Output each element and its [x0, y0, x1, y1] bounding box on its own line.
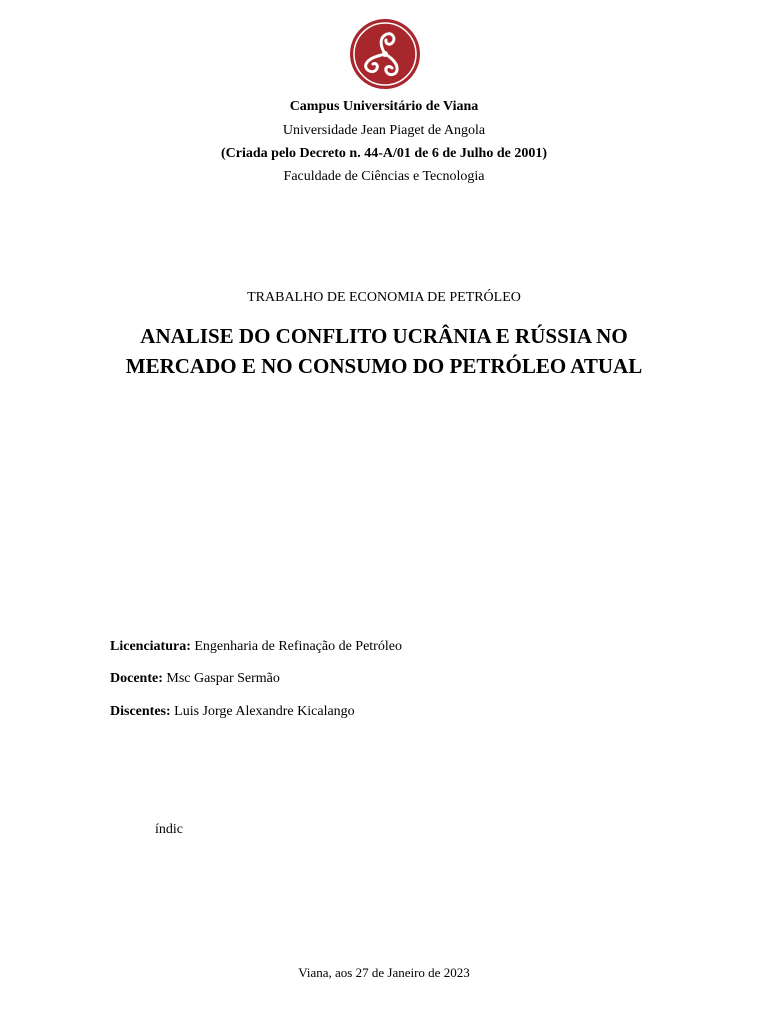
discentes-value: Luis Jorge Alexandre Kicalango	[174, 704, 355, 719]
discentes-label: Discentes:	[110, 704, 171, 719]
licenciatura-label: Licenciatura:	[110, 639, 191, 654]
triskelion-logo-icon	[348, 17, 422, 91]
university-name: Universidade Jean Piaget de Angola	[282, 123, 486, 138]
footer-date: Viana, aos 27 de Janeiro de 2023	[298, 965, 470, 980]
discentes-field	[110, 704, 355, 720]
docente-field	[110, 671, 280, 687]
licenciatura-value: Engenharia de Refinação de Petróleo	[194, 639, 402, 654]
stray-text: índic	[155, 822, 183, 837]
campus-name: Campus Universitário de Viana	[289, 99, 479, 114]
course-title: TRABALHO DE ECONOMIA DE PETRÓLEO	[247, 290, 521, 305]
document-title	[0, 321, 768, 381]
decree-text: (Criada pelo Decreto n. 44-A/01 de 6 de Julho de 2001)	[221, 146, 547, 161]
docente-label: Docente:	[110, 671, 163, 686]
faculty-name: Faculdade de Ciências e Tecnologia	[283, 169, 485, 184]
licenciatura-field	[110, 639, 402, 655]
docente-value: Msc Gaspar Sermão	[166, 671, 280, 686]
title-line-1: ANALISE DO CONFLITO UCRÂNIA E RÚSSIA NO	[140, 324, 628, 348]
title-line-2: MERCADO E NO CONSUMO DO PETRÓLEO ATUAL	[125, 354, 643, 378]
